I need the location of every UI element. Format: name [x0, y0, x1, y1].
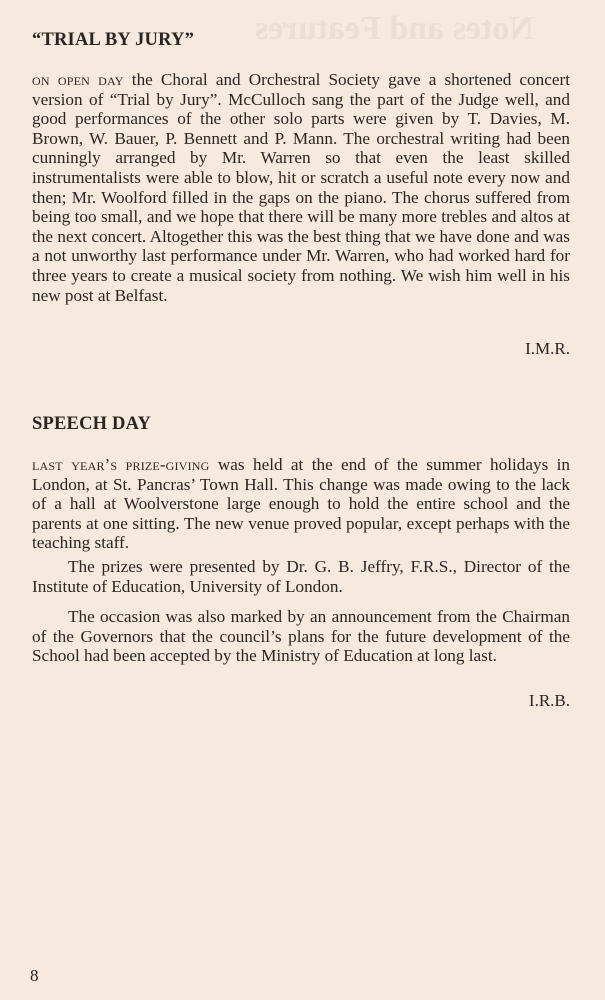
page-number: 8 — [30, 966, 39, 985]
paragraph-lead-in: last year’s prize-giving — [32, 455, 210, 474]
signature-irb: I.R.B. — [528, 691, 570, 710]
paragraph-trial-by-jury — [32, 70, 570, 305]
paragraph-speech-day-3 — [32, 607, 570, 666]
signature-imr: I.M.R. — [525, 339, 570, 358]
paragraph-text: the Choral and Orchestral Society gave a shortened concert version of “Trial by Jury”. McCulloch sang the part of the Judge well, and good performances of the other solo parts were given by T. Davies, M. Brown, W. Bauer, P. Bennett and P. Mann. The orchestral writing had been cunningly arranged by Mr. Warren so that even the least skilled instrumentalists were able to blow, hit or scratch a useful note every now and then; Mr. Woolford filled in the gaps on the piano. The chorus suffered from being too small, and we hope that there will be many more trebles and altos at the next concert. Altogether this was the best thing that we have done and was a not unworthy last performance under Mr. Warren, who had worked hard for three years to create a musical society from nothing. We wish him well in his new post at Belfast. — [32, 70, 570, 305]
paragraph-text: The occasion was also marked by an announcement from the Chairman of the Governors that the council’s plans for the future development of the School had been accepted by the Ministry of Education at long last. — [32, 607, 570, 666]
section-heading-speech-day: SPEECH DAY — [32, 414, 152, 434]
paragraph-lead-in: on open day — [32, 70, 124, 89]
bleed-through-text: Notes and Features — [255, 10, 534, 47]
paragraph-text: was held at the end of the summer holidays in London, at St. Pancras’ Town Hall. This change was made owing to the lack of a hall at Woolverstone large enough to hold the entire school and the parents at one sitting. The new venue proved popular, except perhaps with the teaching staff. — [32, 455, 570, 553]
paragraph-speech-day-2 — [32, 557, 570, 596]
section-heading-trial-by-jury: “TRIAL BY JURY” — [32, 30, 195, 50]
paragraph-speech-day-1 — [32, 455, 570, 553]
paragraph-text: The prizes were presented by Dr. G. B. Jeffry, F.R.S., Director of the Institute of Education, University of London. — [32, 557, 570, 596]
